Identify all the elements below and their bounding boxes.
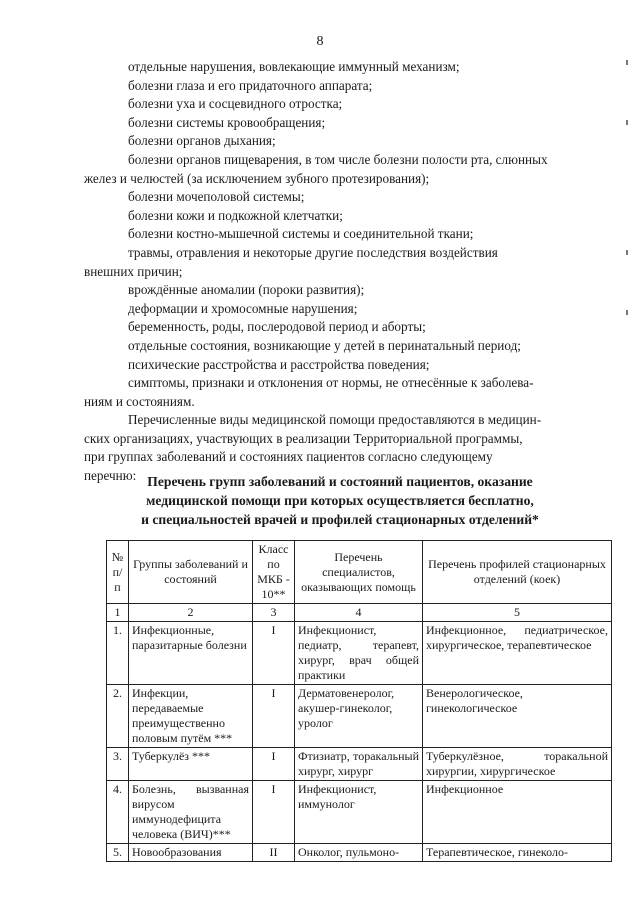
list-item: травмы, отравления и некоторые другие последствия воздействия [128,244,498,260]
col-number: 5 [423,604,612,622]
scan-mark [626,310,628,315]
row-number: 2. [107,685,129,748]
list-item: болезни глаза и его придаточного аппарата; [128,77,373,93]
row-class: II [253,844,295,862]
row-number: 5. [107,844,129,862]
header-number: № п/п [107,541,129,604]
scan-mark [626,120,628,125]
heading-line: медицинской помощи при которых осуществляется бесплатно, [146,493,534,508]
row-number: 3. [107,748,129,781]
list-item: болезни костно-мышечной системы и соединительной ткани; [128,226,474,242]
header-specialists: Перечень специалистов, оказывающих помощь [295,541,423,604]
paragraph-line: ских организациях, участвующих в реализации Территориальной программы, [84,430,523,446]
list-item-continuation: внешних причин; [84,263,183,279]
list-item: болезни органов дыхания; [128,133,276,149]
row-class: I [253,781,295,844]
list-item: болезни системы кровообращения; [128,114,326,130]
row-group: Болезнь, вызванная вирусом иммунодефицита человека (ВИЧ)*** [129,781,253,844]
row-specialists: Онколог, пульмоно- [295,844,423,862]
row-class: I [253,622,295,685]
list-item-continuation: ниям и состояниям. [84,393,195,409]
row-group: Инфекции, передаваемые преимущественно половым путём *** [129,685,253,748]
scan-mark [626,250,628,255]
list-item: отдельные состояния, возникающие у детей в перинатальный период; [128,337,521,353]
table-row [107,748,612,781]
row-profiles: Инфекционное [423,781,612,844]
header-profiles: Перечень профилей стационарных отделений (коек) [423,541,612,604]
row-class: I [253,748,295,781]
page-number: 8 [316,34,324,49]
list-item-continuation: желез и челюстей (за исключением зубного протезирования); [84,170,430,186]
row-group: Новообразования [129,844,253,862]
col-number: 2 [129,604,253,622]
header-group: Группы заболеваний и состояний [129,541,253,604]
list-item: болезни органов пищеварения, в том числе болезни полости рта, слюнных [128,151,548,167]
list-item: болезни кожи и подкожной клетчатки; [128,207,343,223]
list-item: деформации и хромосомные нарушения; [128,300,358,316]
table-header-row [107,541,612,604]
disease-table [106,540,612,862]
header-class: Класс по МКБ - 10** [253,541,295,604]
row-group: Инфекционные, паразитарные болезни [129,622,253,685]
row-specialists: Инфекционист, иммунолог [295,781,423,844]
table-row [107,622,612,685]
list-item: болезни мочеполовой системы; [128,189,305,205]
row-class: I [253,685,295,748]
paragraph-line: при группах заболеваний и состояниях пациентов согласно следующему [84,449,493,465]
row-profiles: Венерологическое, гинекологическое [423,685,612,748]
row-specialists: Инфекционист, педиатр, терапевт, хирург, врач общей практики [295,622,423,685]
row-number: 1. [107,622,129,685]
table-heading [95,472,585,529]
col-number: 4 [295,604,423,622]
table-row [107,685,612,748]
list-item: беременность, роды, послеродовой период и аборты; [128,319,426,335]
col-number: 3 [253,604,295,622]
row-number: 4. [107,781,129,844]
row-profiles: Инфекционное, педиатрическое, хирургическое, терапевтическое [423,622,612,685]
scan-mark [626,60,628,65]
row-group: Туберкулёз *** [129,748,253,781]
table-row [107,781,612,844]
row-specialists: Фтизиатр, торакальный хирург, хирург [295,748,423,781]
list-item: психические расстройства и расстройства поведения; [128,356,430,372]
heading-line: Перечень групп заболеваний и состояний пациентов, оказание [147,474,533,489]
paragraph-line: перечню: [84,468,137,484]
table-row [107,844,612,862]
disease-list [84,58,611,486]
row-specialists: Дерматовенеролог, акушер-гинеколог, уролог [295,685,423,748]
list-item: отдельные нарушения, вовлекающие иммунный механизм; [128,59,460,74]
list-item: врождённые аномалии (пороки развития); [128,282,365,298]
list-item: симптомы, признаки и отклонения от нормы, не отнесённые к заболева- [128,375,534,391]
row-profiles: Терапевтическое, гинеколо- [423,844,612,862]
list-item: болезни уха и сосцевидного отростка; [128,96,343,112]
column-number-row [107,604,612,622]
paragraph-line: Перечисленные виды медицинской помощи предоставляются в медицин- [128,412,542,428]
row-profiles: Туберкулёзное, торакальной хирургии, хирургическое [423,748,612,781]
col-number: 1 [107,604,129,622]
heading-line: и специальностей врачей и профилей стационарных отделений* [141,512,539,527]
